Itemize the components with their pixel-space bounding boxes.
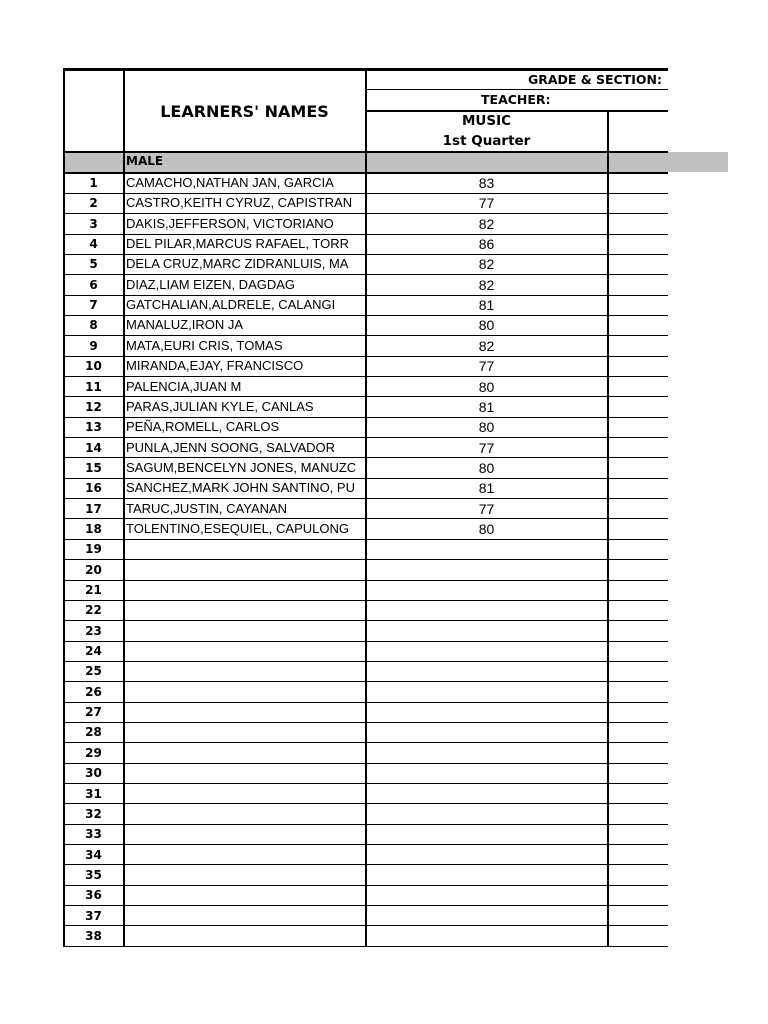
quarter-grade-cell[interactable]: 82 bbox=[478, 215, 495, 232]
row-number: 6 bbox=[89, 277, 98, 292]
quarter-grade-cell[interactable] bbox=[366, 661, 607, 681]
grid-vline bbox=[63, 68, 65, 946]
learner-name-cell[interactable] bbox=[124, 682, 365, 702]
learner-name-cell[interactable]: DAKIS,JEFFERSON, VICTORIANO bbox=[126, 215, 334, 231]
quarter-grade-cell[interactable]: 77 bbox=[478, 358, 495, 375]
extra-grade-cell[interactable] bbox=[608, 417, 668, 437]
row-number: 33 bbox=[85, 827, 102, 842]
learner-name-cell[interactable] bbox=[124, 722, 365, 742]
extra-grade-cell[interactable] bbox=[608, 254, 668, 274]
extra-grade-cell[interactable] bbox=[608, 661, 668, 681]
learner-name-cell[interactable] bbox=[124, 804, 365, 824]
learner-name-cell[interactable]: GATCHALIAN,ALDRELE, CALANGI bbox=[126, 297, 336, 313]
learner-name-cell[interactable] bbox=[124, 845, 365, 865]
row-number: 21 bbox=[85, 583, 102, 597]
learner-name-cell[interactable] bbox=[124, 926, 365, 946]
extra-grade-cell[interactable] bbox=[608, 600, 668, 620]
extra-grade-cell[interactable] bbox=[608, 560, 668, 580]
section-label-male: MALE bbox=[126, 154, 164, 168]
quarter-grade-cell[interactable]: 81 bbox=[478, 297, 495, 314]
learner-name-cell[interactable] bbox=[124, 702, 365, 722]
extra-grade-cell[interactable] bbox=[608, 214, 668, 234]
learner-name-cell[interactable] bbox=[124, 580, 365, 600]
row-number: 34 bbox=[85, 847, 102, 862]
learner-name-cell[interactable] bbox=[124, 865, 365, 885]
extra-grade-cell[interactable] bbox=[608, 356, 668, 376]
learner-name-cell[interactable]: TOLENTINO,ESEQUIEL, CAPULONG bbox=[126, 520, 349, 536]
quarter-grade-cell[interactable] bbox=[366, 885, 607, 905]
teacher-label: TEACHER: bbox=[481, 92, 551, 107]
quarter-grade-cell[interactable] bbox=[366, 682, 607, 702]
quarter-grade-cell[interactable]: 77 bbox=[478, 195, 495, 212]
extra-grade-cell[interactable] bbox=[608, 315, 668, 335]
extra-grade-cell[interactable] bbox=[608, 336, 668, 356]
extra-grade-cell[interactable] bbox=[608, 458, 668, 478]
extra-grade-cell[interactable] bbox=[608, 743, 668, 763]
row-number: 23 bbox=[85, 623, 102, 638]
extra-grade-cell[interactable] bbox=[608, 824, 668, 844]
row-number: 37 bbox=[85, 908, 102, 923]
learner-name-cell[interactable]: CASTRO,KEITH CYRUZ, CAPISTRAN bbox=[126, 195, 353, 211]
extra-grade-cell[interactable] bbox=[608, 682, 668, 702]
row-number: 19 bbox=[85, 542, 102, 557]
extra-grade-cell[interactable] bbox=[608, 804, 668, 824]
quarter-grade-cell[interactable]: 80 bbox=[478, 317, 495, 334]
row-number: 1 bbox=[89, 176, 98, 190]
quarter-grade-cell[interactable] bbox=[366, 804, 607, 824]
learner-name-cell[interactable] bbox=[124, 763, 365, 783]
extra-grade-cell[interactable] bbox=[608, 763, 668, 783]
learner-name-cell[interactable]: MANALUZ,IRON JA bbox=[126, 317, 244, 333]
extra-grade-cell[interactable] bbox=[608, 275, 668, 295]
learner-name-cell[interactable]: SAGUM,BENCELYN JONES, MANUZC bbox=[126, 459, 357, 475]
extra-grade-cell[interactable] bbox=[608, 478, 668, 498]
extra-grade-cell[interactable] bbox=[608, 641, 668, 661]
row-number: 31 bbox=[85, 786, 102, 801]
learner-name-cell[interactable]: DELA CRUZ,MARC ZIDRANLUIS, MA bbox=[126, 256, 349, 272]
quarter-grade-cell[interactable]: 80 bbox=[478, 419, 495, 436]
learner-name-cell[interactable] bbox=[124, 539, 365, 559]
quarter-grade-cell[interactable]: 80 bbox=[478, 378, 495, 395]
learner-name-cell[interactable] bbox=[124, 824, 365, 844]
row-number: 26 bbox=[85, 684, 102, 699]
extra-grade-cell[interactable] bbox=[608, 845, 668, 865]
quarter-grade-cell[interactable]: 81 bbox=[478, 398, 495, 415]
row-number: 13 bbox=[85, 420, 102, 435]
learner-name-cell[interactable]: MIRANDA,EJAY, FRANCISCO bbox=[126, 358, 304, 374]
extra-grade-cell[interactable] bbox=[608, 193, 668, 213]
row-number: 27 bbox=[85, 705, 102, 720]
row-number: 36 bbox=[85, 888, 102, 903]
learners-names-header bbox=[124, 70, 365, 152]
row-number: 7 bbox=[89, 298, 98, 313]
extra-grade-cell[interactable] bbox=[608, 499, 668, 519]
extra-grade-cell[interactable] bbox=[608, 397, 668, 417]
quarter-grade-cell[interactable]: 80 bbox=[478, 459, 495, 476]
row-number: 2 bbox=[89, 196, 98, 211]
row-number: 8 bbox=[89, 318, 98, 333]
learner-name-cell[interactable]: SANCHEZ,MARK JOHN SANTINO, PU bbox=[126, 480, 355, 496]
extra-grade-cell[interactable] bbox=[608, 519, 668, 539]
quarter-grade-cell[interactable]: 77 bbox=[478, 439, 495, 456]
grid-vline bbox=[123, 68, 125, 946]
extra-grade-cell[interactable] bbox=[608, 906, 668, 926]
quarter-grade-cell[interactable] bbox=[366, 845, 607, 865]
extra-grade-cell[interactable] bbox=[608, 438, 668, 458]
row-number: 4 bbox=[89, 237, 98, 252]
grid-vline bbox=[607, 110, 609, 946]
grid-vline bbox=[365, 68, 367, 946]
learner-name-cell[interactable]: PALENCIA,JUAN M bbox=[126, 378, 242, 394]
row-number: 9 bbox=[89, 338, 98, 353]
quarter-grade-cell[interactable] bbox=[366, 560, 607, 580]
row-number: 28 bbox=[85, 725, 102, 740]
quarter-grade-cell[interactable] bbox=[366, 763, 607, 783]
quarter-grade-cell[interactable] bbox=[366, 865, 607, 885]
learner-name-cell[interactable] bbox=[124, 560, 365, 580]
extra-grade-cell[interactable] bbox=[608, 295, 668, 315]
extra-grade-cell[interactable] bbox=[608, 702, 668, 722]
quarter-grade-cell[interactable] bbox=[366, 702, 607, 722]
extra-grade-cell[interactable] bbox=[608, 885, 668, 905]
learner-name-cell[interactable] bbox=[124, 600, 365, 620]
learner-name-cell[interactable] bbox=[124, 784, 365, 804]
learner-name-cell[interactable] bbox=[124, 885, 365, 905]
row-number: 10 bbox=[85, 359, 102, 374]
quarter-grade-cell[interactable] bbox=[366, 926, 607, 946]
learner-name-cell[interactable]: DEL PILAR,MARCUS RAFAEL, TORR bbox=[126, 236, 349, 252]
row-number: 14 bbox=[85, 440, 102, 455]
quarter-label: 1st Quarter bbox=[442, 133, 531, 149]
extra-grade-cell[interactable] bbox=[608, 234, 668, 254]
quarter-grade-cell[interactable] bbox=[366, 743, 607, 763]
learner-name-cell[interactable] bbox=[124, 621, 365, 641]
quarter-grade-cell[interactable]: 82 bbox=[478, 256, 495, 273]
quarter-grade-cell[interactable]: 80 bbox=[478, 520, 495, 537]
row-number: 24 bbox=[85, 644, 102, 659]
learner-name-cell[interactable] bbox=[124, 661, 365, 681]
row-number: 30 bbox=[85, 766, 102, 781]
extra-grade-cell[interactable] bbox=[608, 621, 668, 641]
quarter-grade-cell[interactable] bbox=[366, 580, 607, 600]
section-band-overflow bbox=[668, 152, 728, 172]
extra-grade-cell[interactable] bbox=[608, 865, 668, 885]
learner-name-cell[interactable]: DIAZ,LIAM EIZEN, DAGDAG bbox=[126, 276, 296, 292]
subject-label: MUSIC bbox=[461, 113, 512, 129]
row-number: 17 bbox=[85, 501, 102, 516]
row-number: 38 bbox=[85, 928, 102, 943]
quarter-grade-cell[interactable] bbox=[366, 784, 607, 804]
extra-grade-cell[interactable] bbox=[608, 539, 668, 559]
grade-section-label: GRADE & SECTION: bbox=[527, 72, 662, 87]
learner-name-cell[interactable]: TARUC,JUSTIN, CAYANAN bbox=[126, 500, 288, 516]
row-number: 12 bbox=[85, 399, 102, 414]
extra-grade-cell[interactable] bbox=[608, 784, 668, 804]
extra-grade-cell[interactable] bbox=[608, 377, 668, 397]
row-number: 20 bbox=[85, 562, 102, 577]
quarter-grade-cell[interactable]: 77 bbox=[478, 500, 495, 517]
grid-hline bbox=[365, 89, 668, 90]
row-number: 15 bbox=[85, 460, 102, 475]
quarter-grade-cell[interactable] bbox=[366, 539, 607, 559]
quarter-grade-cell[interactable]: 86 bbox=[478, 236, 495, 253]
learner-name-cell[interactable] bbox=[124, 743, 365, 763]
learner-name-cell[interactable]: MATA,EURI CRIS, TOMAS bbox=[126, 337, 283, 353]
row-number: 18 bbox=[85, 521, 102, 536]
row-number: 3 bbox=[89, 216, 98, 231]
learner-name-cell[interactable]: PUNLA,JENN SOONG, SALVADOR bbox=[126, 439, 336, 455]
quarter-grade-cell[interactable]: 81 bbox=[478, 480, 495, 497]
quarter-grade-cell[interactable] bbox=[366, 641, 607, 661]
learner-name-cell[interactable] bbox=[124, 641, 365, 661]
quarter-grade-cell[interactable]: 83 bbox=[478, 175, 495, 191]
row-number: 32 bbox=[85, 806, 102, 821]
row-number: 11 bbox=[85, 379, 102, 394]
row-number: 29 bbox=[85, 745, 102, 760]
row-number: 16 bbox=[85, 481, 102, 496]
quarter-grade-cell[interactable] bbox=[366, 722, 607, 742]
extra-grade-cell[interactable] bbox=[608, 173, 668, 193]
quarter-grade-cell[interactable]: 82 bbox=[478, 337, 495, 354]
learner-name-cell[interactable] bbox=[124, 906, 365, 926]
quarter-grade-cell[interactable] bbox=[366, 621, 607, 641]
quarter-grade-cell[interactable] bbox=[366, 906, 607, 926]
extra-grade-cell[interactable] bbox=[608, 580, 668, 600]
learners-names-title: LEARNERS' NAMES bbox=[160, 101, 329, 121]
quarter-grade-cell[interactable]: 82 bbox=[478, 276, 495, 293]
grid-hline bbox=[365, 110, 668, 112]
quarter-grade-cell[interactable] bbox=[366, 824, 607, 844]
row-number: 5 bbox=[89, 257, 98, 272]
row-number: 22 bbox=[85, 603, 102, 618]
learner-name-cell[interactable]: PEÑA,ROMELL, CARLOS bbox=[126, 419, 280, 435]
extra-grade-cell[interactable] bbox=[608, 926, 668, 946]
learner-name-cell[interactable]: CAMACHO,NATHAN JAN, GARCIA bbox=[126, 175, 334, 190]
learner-name-cell[interactable]: PARAS,JULIAN KYLE, CANLAS bbox=[126, 398, 314, 414]
quarter-grade-cell[interactable] bbox=[366, 600, 607, 620]
row-number: 25 bbox=[85, 664, 102, 679]
extra-grade-cell[interactable] bbox=[608, 722, 668, 742]
row-number: 35 bbox=[85, 867, 102, 882]
